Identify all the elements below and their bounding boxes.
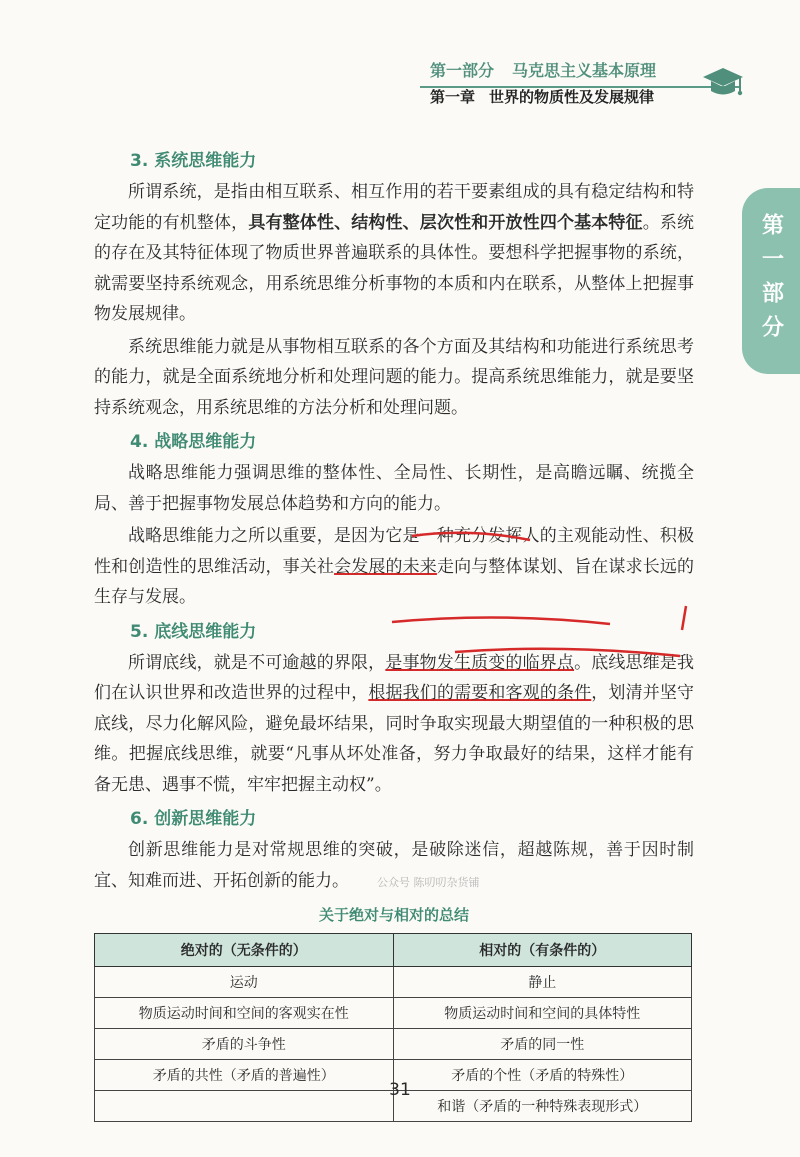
pen-underline-text: 根据我们的需要和客观的条件 (368, 683, 592, 703)
text-run: 。底线思维是我们在认识世界和改造世界的过程中， (94, 652, 694, 703)
table-row (95, 967, 692, 998)
table-title: 关于绝对与相对的总结 (318, 906, 469, 924)
table-row (95, 998, 692, 1029)
table-cell: 物质运动时间和空间的客观实在性 (95, 998, 394, 1029)
bold-text-run: 具有整体性、结构性、层次性和开放性四个基本特征 (248, 212, 643, 233)
table-cell: 静止 (393, 967, 692, 998)
page-header (0, 0, 800, 112)
table-header-cell: 相对的（有条件的） (393, 934, 692, 967)
page-number: 31 (389, 1080, 411, 1100)
part-heading (430, 58, 700, 84)
table-row (95, 1029, 692, 1060)
section-4-paragraph-2 (94, 521, 694, 613)
table-cell: 物质运动时间和空间的具体特性 (393, 998, 692, 1029)
chapter-label: 第一章 (430, 88, 476, 106)
part-side-tab (742, 188, 800, 374)
part-label: 第一部分 (430, 61, 495, 80)
watermark-text: 公众号 陈叨叨杂货铺 (377, 875, 480, 889)
main-content (94, 142, 694, 1122)
section-3-paragraph-2: 系统思维能力就是从事物相互联系的各个方面及其结构和功能进行系统思考的能力，就是全面系统地分析和处理问题的能力。提高系统思维能力，就是要坚持系统观念，用系统思维的方法分析和处理问题。 (94, 336, 694, 418)
text-run: 所谓系统，是指由相互联系、相互作用的若干要素组成的具有稳定结构和特定功能的有机整体， (94, 182, 694, 233)
table-header-row (95, 934, 692, 967)
text-run: 创新思维能力是对常规思维的突破，是破除迷信，超越陈规，善于因时制宜、知难而进、开拓创新的能力。 (94, 840, 694, 891)
section-title-4: 4. 战略思维能力 (130, 432, 257, 452)
section-5-paragraph-1 (94, 648, 694, 801)
table-cell: 运动 (95, 967, 394, 998)
pen-underline-text: 是事物发生质变的临界点 (385, 652, 575, 673)
side-tab-label: 第一部分 (758, 213, 784, 349)
section-title-5: 5. 底线思维能力 (130, 621, 257, 642)
part-title: 马克思主义基本原理 (512, 61, 657, 80)
text-run: 战略思维能力之所以重要，是因为它是一种充分发挥人的主观能动性、积极性和创造性的思维活动，事关社 (94, 526, 694, 577)
table-cell: 矛盾的共性（矛盾的普遍性） (95, 1060, 394, 1091)
pen-underline-text: 会发展的未来 (334, 556, 437, 577)
graduation-cap-icon (702, 66, 744, 100)
section-6-paragraph-1 (94, 835, 694, 898)
table-header-cell: 绝对的（无条件的） (95, 934, 394, 967)
section-4-paragraph-1: 战略思维能力强调思维的整体性、全局性、长期性，是高瞻远瞩、统揽全局、善于把握事物发展总体趋势和方向的能力。 (94, 463, 694, 514)
text-run: 走向与整体谋划、旨在谋求长远的生存与发展。 (94, 556, 695, 607)
table-cell: 和谐（矛盾的一种特殊表现形式） (393, 1091, 692, 1122)
section-3-paragraph-1 (94, 177, 694, 330)
text-run: 所谓底线，就是不可逾越的界限， (128, 652, 386, 673)
table-cell: 矛盾的斗争性 (95, 1029, 394, 1060)
chapter-title: 世界的物质性及发展规律 (489, 88, 655, 106)
section-title-3: 3. 系统思维能力 (130, 151, 257, 171)
section-title-6: 6. 创新思维能力 (130, 809, 257, 829)
table-cell: 矛盾的同一性 (393, 1029, 692, 1060)
text-run: ，划清并坚守底线，尽力化解风险，避免最坏结果，同时争取实现最大期望值的一种积极的思维。把握底线思维，就要“凡事从坏处准备，努力争取最好的结果，这样才能有备无患、遇事不慌，牢牢把握主动权”。 (94, 683, 695, 795)
table-cell: 矛盾的个性（矛盾的特殊性） (393, 1060, 692, 1091)
text-run: 。系统的存在及其特征体现了物质世界普遍联系的具体性。要想科学把握事物的系统，就需要坚持系统观念，用系统思维分析事物的本质和内在联系，从整体上把握事物发展规律。 (94, 212, 695, 324)
